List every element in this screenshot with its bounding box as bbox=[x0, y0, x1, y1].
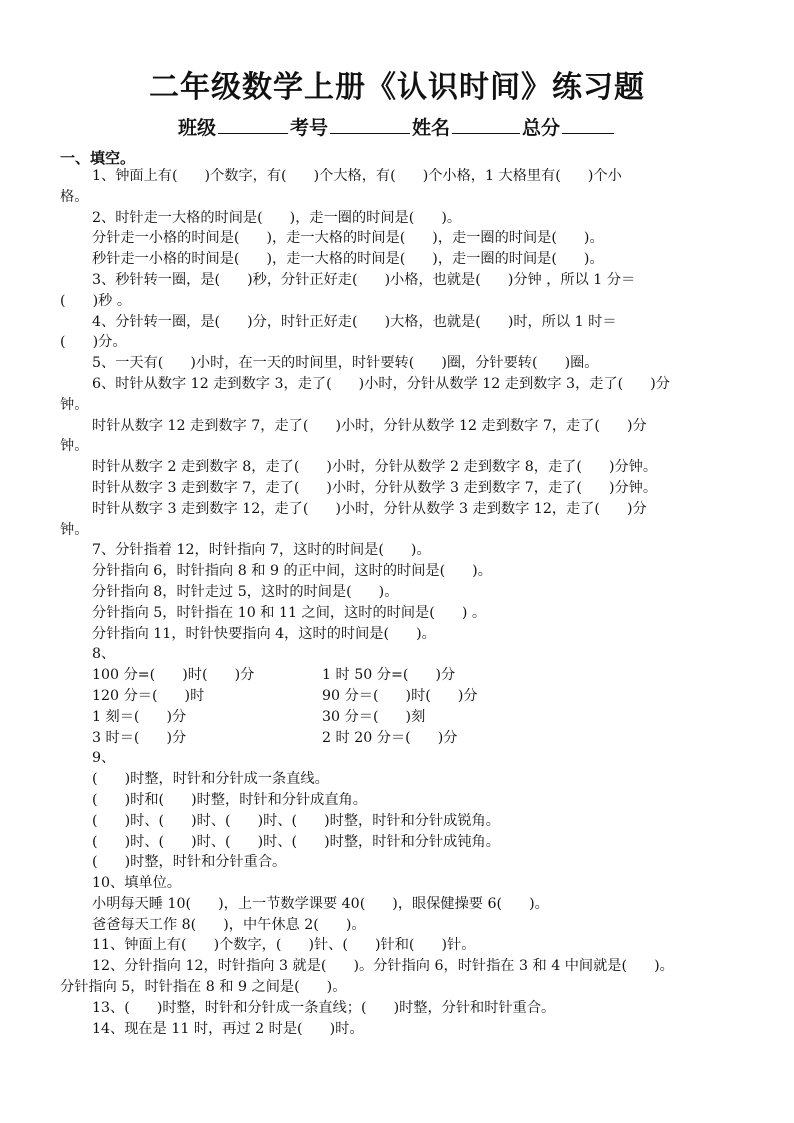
question-8-heading: 8、 bbox=[92, 646, 116, 663]
question-7-line: 分针指向 8，时针走过 5，这时的时间是( )。 bbox=[92, 583, 399, 600]
question-10-line: 爸爸每天工作 8( )，中午休息 2( )。 bbox=[92, 916, 366, 933]
question-4-line: 4、分针转一圈，是( )分，时针正好走( )大格，也就是( )时，所以 1 时＝ bbox=[92, 313, 617, 330]
question-3-wrap: ( )秒 。 bbox=[60, 292, 132, 309]
conversion-right: 2 时 20 分＝( )分 bbox=[322, 729, 458, 746]
page-title: 二年级数学上册《认识时间》练习题 bbox=[149, 70, 645, 105]
conversion-right: 30 分＝( )刻 bbox=[322, 708, 426, 725]
class-blank[interactable] bbox=[218, 115, 288, 134]
question-9-line: ( )时和( )时整，时针和分针成直角。 bbox=[92, 791, 367, 808]
question-9-line: ( )时、( )时、( )时、( )时整，时针和分针成钝角。 bbox=[92, 833, 500, 850]
question-10-line: 小明每天睡 10( )，上一节数学课要 40( )，眼保健操要 6( )。 bbox=[92, 895, 549, 912]
name-label: 姓名 bbox=[412, 117, 451, 139]
question-2-second-line: 秒针走一小格的时间是( )，走一大格的时间是( )，走一圈的时间是( )。 bbox=[92, 251, 604, 268]
question-6-wrap: 钟。 bbox=[60, 438, 89, 455]
question-4-wrap: ( )分。 bbox=[60, 334, 127, 351]
section-heading: 一、填空。 bbox=[60, 149, 136, 167]
question-6-line: 时针从数字 3 走到数字 7，走了( )小时，分针从数学 3 走到数字 7，走了( )分钟。 bbox=[92, 479, 658, 496]
score-label: 总分 bbox=[522, 117, 561, 139]
question-1-line: 1、钟面上有( )个数字，有( )个大格，有( )个小格，1 大格里有( )个小 bbox=[92, 168, 622, 184]
question-7-line: 分针指向 5，时针指在 10 和 11 之间，这时的时间是( ) 。 bbox=[92, 604, 487, 621]
question-9-line: ( )时、( )时、( )时、( )时整，时针和分针成锐角。 bbox=[92, 812, 500, 829]
question-13-line: 13、( )时整，时针和分针成一条直线；( )时整，分针和时针重合。 bbox=[92, 999, 556, 1016]
question-5-line: 5、一天有( )小时，在一天的时间里，时针要转( )圈，分针要转( )圈。 bbox=[92, 355, 599, 372]
question-6-line: 时针从数字 3 走到数字 12，走了( )小时，分针从数学 3 走到数字 12，走了( )分 bbox=[92, 500, 647, 517]
question-3-line: 3、秒针转一圈，是( )秒，分针正好走( )小格，也就是( )分钟 ，所以 1 分＝ bbox=[92, 271, 636, 288]
conversion-right: 90 分＝( )时( )分 bbox=[322, 687, 478, 704]
conversion-row bbox=[60, 686, 740, 707]
class-label: 班级 bbox=[177, 117, 216, 139]
question-9-heading: 9、 bbox=[92, 750, 116, 767]
question-2-line: 2、时针走一大格的时间是( )，走一圈的时间是( )。 bbox=[92, 209, 462, 226]
conversion-row bbox=[60, 707, 740, 728]
question-7-line: 分针指向 6，时针指向 8 和 9 的正中间，这时的时间是( )。 bbox=[92, 563, 492, 580]
question-7-line: 分针指向 11，时针快要指向 4，这时的时间是( )。 bbox=[92, 625, 436, 642]
question-7-line: 7、分针指着 12，时针指向 7，这时的时间是( )。 bbox=[92, 542, 431, 559]
exam-no-label: 考号 bbox=[289, 117, 328, 139]
question-6-line: 时针从数字 2 走到数字 8，走了( )小时，分针从数学 2 走到数字 8，走了( )分钟。 bbox=[92, 459, 658, 476]
question-6-line: 时针从数字 12 走到数字 7，走了( )小时，分针从数学 12 走到数字 7，走了( )分 bbox=[92, 417, 647, 434]
conversion-right: 1 时 50 分=( )分 bbox=[322, 667, 456, 684]
student-info-line bbox=[0, 113, 794, 140]
question-1-wrap: 格。 bbox=[60, 188, 89, 205]
conversion-left: 1 刻＝( )分 bbox=[92, 708, 187, 725]
question-9-line: ( )时整，时针和分针重合。 bbox=[92, 854, 287, 871]
name-blank[interactable] bbox=[452, 115, 520, 134]
question-12-line: 12、分针指向 12，时针指向 3 就是( )。分针指向 6，时针指在 3 和 4 中间就是( )。 bbox=[92, 958, 674, 975]
score-blank[interactable] bbox=[562, 115, 614, 134]
question-6-line: 6、时针从数字 12 走到数字 3，走了( )小时，分针从数学 12 走到数字 3，走了( )分 bbox=[92, 375, 670, 392]
conversion-left: 100 分=( )时( )分 bbox=[92, 667, 255, 684]
conversion-left: 120 分＝( )时 bbox=[92, 687, 205, 704]
question-6-wrap: 钟。 bbox=[60, 396, 89, 413]
question-2-minute-line: 分针走一小格的时间是( )，走一大格的时间是( )，走一圈的时间是( )。 bbox=[92, 230, 604, 247]
question-10-heading: 10、填单位。 bbox=[92, 875, 181, 892]
exam-no-blank[interactable] bbox=[330, 115, 410, 134]
question-6-wrap: 钟。 bbox=[60, 521, 89, 538]
question-11-line: 11、钟面上有( )个数字，( )针、( )针和( )针。 bbox=[92, 937, 476, 954]
question-list bbox=[60, 166, 740, 1039]
conversion-row bbox=[60, 665, 740, 686]
question-9-line: ( )时整，时针和分针成一条直线。 bbox=[92, 771, 329, 788]
question-12-wrap: 分针指向 5，时针指在 8 和 9 之间是( )。 bbox=[60, 979, 347, 996]
conversion-left: 3 时＝( )分 bbox=[92, 729, 187, 746]
conversion-row bbox=[60, 728, 740, 749]
question-14-line: 14、现在是 11 时，再过 2 时是( )时。 bbox=[92, 1020, 364, 1037]
